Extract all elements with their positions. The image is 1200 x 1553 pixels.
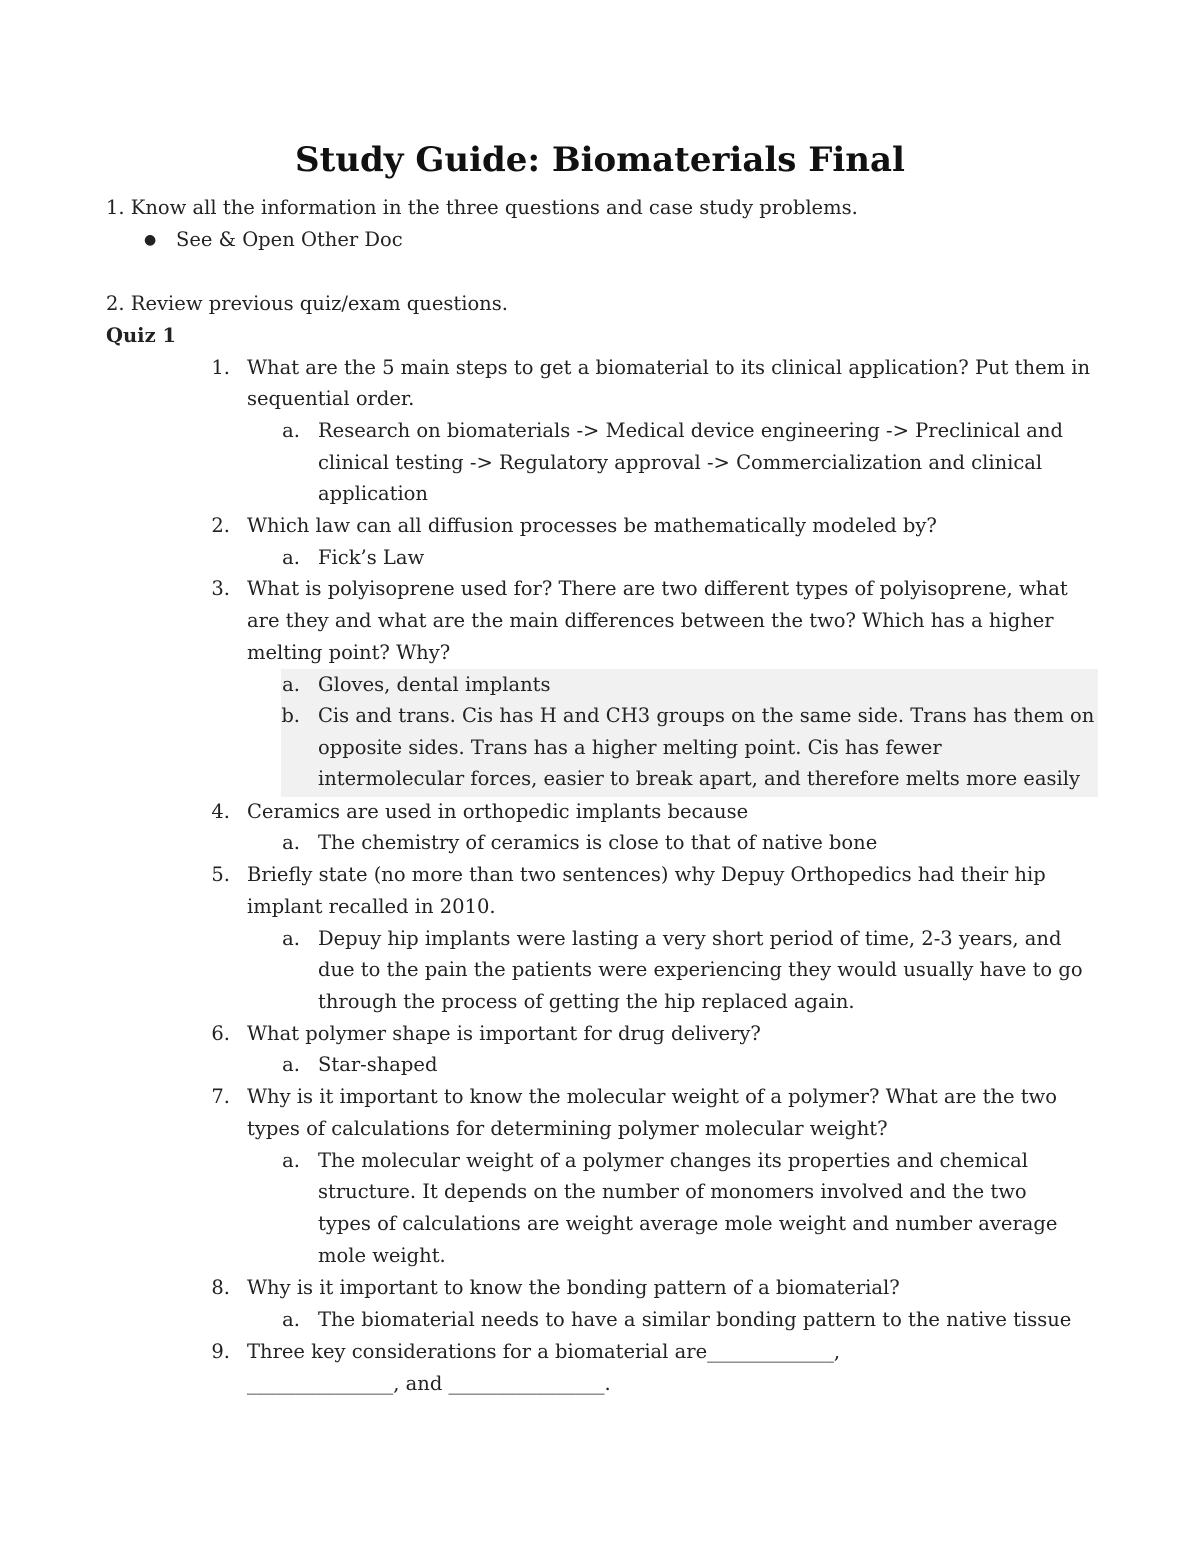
answer-1-line-2: clinical testing -> Regulatory approval -> Commercialization and clinical [318, 451, 1043, 474]
question-9-line-2: _______________, and ________________. [247, 1372, 611, 1395]
question-1-line-1: What are the 5 main steps to get a biomaterial to its clinical application? Put them in [247, 356, 1091, 379]
quiz-heading: Quiz 1 [106, 324, 177, 347]
question-4-line-1: Ceramics are used in orthopedic implants because [247, 800, 749, 823]
question-7-line-1: Why is it important to know the molecular weight of a polymer? What are the two [247, 1085, 1057, 1108]
question-9-line-1: Three key considerations for a biomaterial are_____________, [247, 1340, 841, 1363]
question-number: 6. [211, 1022, 230, 1045]
bullet-dot-icon: ● [144, 232, 157, 248]
answer-7-line-1: The molecular weight of a polymer changes its properties and chemical [318, 1149, 1028, 1172]
question-2-line-1: Which law can all diffusion processes be mathematically modeled by? [247, 514, 937, 537]
answer-5-line-3: through the process of getting the hip replaced again. [318, 990, 855, 1013]
question-3-line-1: What is polyisoprene used for? There are two different types of polyisoprene, what [247, 577, 1068, 600]
question-number: 4. [211, 800, 230, 823]
question-number: 8. [211, 1276, 230, 1299]
question-number: 5. [211, 863, 230, 886]
answer-7-line-4: mole weight. [318, 1244, 446, 1267]
answer-1-line-1: Research on biomaterials -> Medical device engineering -> Preclinical and [318, 419, 1063, 442]
answer-5-line-2: due to the pain the patients were experiencing they would usually have to go [318, 958, 1083, 981]
question-number: 7. [211, 1085, 230, 1108]
answer-3a: Gloves, dental implants [318, 673, 551, 696]
section-1-bullet: See & Open Other Doc [176, 228, 403, 251]
answer-1-line-3: application [318, 482, 428, 505]
page-title: Study Guide: Biomaterials Final [295, 140, 905, 180]
answer-2-line-1: Fick’s Law [318, 546, 425, 569]
answer-8-line-1: The biomaterial needs to have a similar bonding pattern to the native tissue [318, 1308, 1072, 1331]
question-number: 2. [211, 514, 230, 537]
answer-3b-line-2: opposite sides. Trans has a higher melting point. Cis has fewer [318, 736, 942, 759]
answer-4-line-1: The chemistry of ceramics is close to that of native bone [318, 831, 878, 854]
answer-3b-line-3: intermolecular forces, easier to break apart, and therefore melts more easily [318, 767, 1080, 790]
question-1-line-2: sequential order. [247, 387, 415, 410]
answer-label: a. [282, 546, 300, 569]
answer-6-line-1: Star-shaped [318, 1053, 438, 1076]
question-7-line-2: types of calculations for determining polymer molecular weight? [247, 1117, 888, 1140]
answer-label: a. [282, 419, 300, 442]
question-3-line-3: melting point? Why? [247, 641, 451, 664]
answer-label: a. [282, 1308, 300, 1331]
answer-7-line-2: structure. It depends on the number of monomers involved and the two [318, 1180, 1027, 1203]
answer-label: a. [282, 1053, 300, 1076]
answer-5-line-1: Depuy hip implants were lasting a very short period of time, 2-3 years, and [318, 927, 1062, 950]
question-3-line-2: are they and what are the main differences between the two? Which has a higher [247, 609, 1054, 632]
answer-label: a. [282, 673, 300, 696]
section-2-text: 2. Review previous quiz/exam questions. [106, 292, 508, 315]
question-number: 1. [211, 356, 230, 379]
question-5-line-2: implant recalled in 2010. [247, 895, 496, 918]
question-5-line-1: Briefly state (no more than two sentences) why Depuy Orthopedics had their hip [247, 863, 1046, 886]
answer-label: b. [281, 704, 300, 727]
answer-7-line-3: types of calculations are weight average mole weight and number average [318, 1212, 1058, 1235]
answer-label: a. [282, 1149, 300, 1172]
question-number: 9. [211, 1340, 230, 1363]
answer-label: a. [282, 831, 300, 854]
answer-3b-line-1: Cis and trans. Cis has H and CH3 groups on the same side. Trans has them on [318, 704, 1095, 727]
answer-label: a. [282, 927, 300, 950]
question-6-line-1: What polymer shape is important for drug delivery? [247, 1022, 761, 1045]
question-8-line-1: Why is it important to know the bonding pattern of a biomaterial? [247, 1276, 900, 1299]
question-number: 3. [211, 577, 230, 600]
section-1-text: 1. Know all the information in the three questions and case study problems. [106, 196, 858, 219]
